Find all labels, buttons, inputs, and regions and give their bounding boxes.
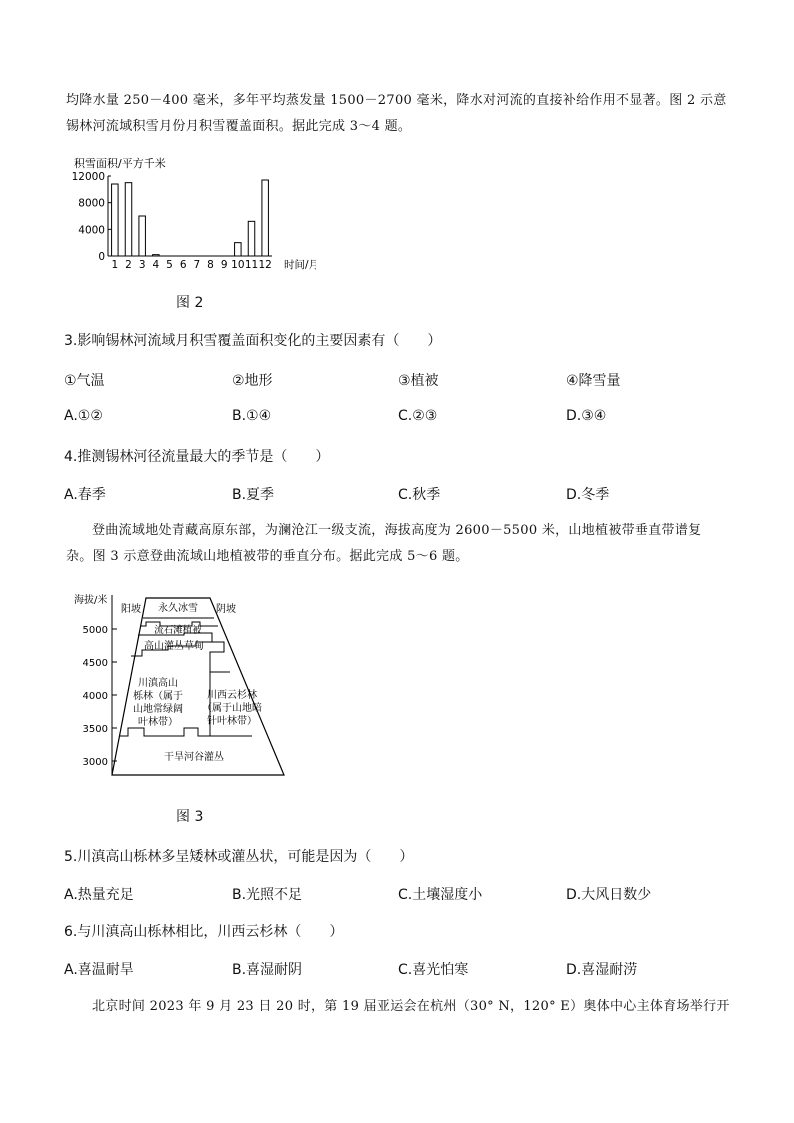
bar-month-11 (248, 221, 255, 256)
bar-month-1 (112, 184, 119, 256)
question-6-stem: 6.与川滇高山栎林相比，川西云杉林（ ） (64, 924, 344, 940)
zone-oak-forest (133, 676, 183, 728)
zone-alpine-shrub-meadow: 高山灌丛草甸 (144, 641, 204, 652)
q5-option-d: D.大风日数少 (566, 887, 652, 903)
chart-x-label: 时间/月 (284, 259, 316, 271)
x-tick-label: 12 (258, 259, 272, 271)
x-tick-label: 11 (244, 259, 259, 271)
question-5-stem: 5.川滇高山栎林多呈矮林或灌丛状，可能是因为（ ） (64, 849, 414, 865)
q3-item-3: ③植被 (398, 373, 439, 389)
ytick-5000: 5000 (82, 625, 108, 636)
y-tick-label: 8000 (78, 197, 105, 210)
y-tick-label: 4000 (78, 224, 105, 237)
figure-2-caption: 图 2 (176, 295, 204, 311)
chart-y-label: 积雪面积/平方千米 (74, 157, 166, 170)
question-4-stem: 4.推测锡林河径流量最大的季节是（ ） (64, 449, 330, 465)
intro-2-line-1: 登曲流域地处青藏高原东部，为澜沧江一级支流，海拔高度为 2600－5500 米，山地植被带垂直带谱复 (92, 523, 702, 538)
q5-option-b: B.光照不足 (232, 887, 303, 903)
q6-option-d: D.喜湿耐涝 (566, 962, 638, 978)
q5-option-c: C.土壤湿度小 (398, 887, 483, 903)
q3-item-4: ④降雪量 (566, 373, 621, 389)
y-tick-label: 12000 (71, 171, 105, 183)
intro-paragraph-2 (66, 518, 730, 570)
q3-option-a: A.①② (64, 408, 103, 424)
y-tick-label: 0 (98, 251, 105, 263)
bar-month-3 (139, 216, 146, 256)
intro-2-line-2: 杂。图 3 示意登曲流域山地植被带的垂直分布。据此完成 5～6 题。 (66, 549, 469, 564)
intro-1-line-1: 均降水量 250－400 毫米，多年平均蒸发量 1500－2700 毫米，降水对河流的直接补给作用不显著。图 2 示意 (66, 93, 727, 108)
zone-spruce-forest (202, 688, 262, 727)
q3-option-c: C.②③ (398, 408, 438, 424)
q4-option-c: C.秋季 (398, 487, 441, 503)
ytick-3500: 3500 (82, 724, 108, 735)
x-tick-label: 7 (193, 259, 201, 271)
shady-slope-label: 阴坡 (216, 604, 236, 615)
x-tick-label: 6 (179, 259, 187, 271)
q4-option-d: D.冬季 (566, 487, 610, 503)
figure-2-chart (66, 150, 316, 278)
ytick-4500: 4500 (82, 658, 108, 669)
sunny-slope-label: 阳坡 (121, 604, 141, 615)
q3-option-b: B.①④ (232, 408, 272, 424)
zone-permanent-ice-snow: 永久冰雪 (158, 603, 198, 614)
intro-1-line-2: 锡林河流域积雪月份月积雪覆盖面积。据此完成 3～4 题。 (66, 119, 412, 134)
question-3-stem: 3.影响锡林河流域月积雪覆盖面积变化的主要因素有（ ） (64, 333, 442, 349)
x-tick-label: 5 (166, 259, 173, 271)
svg-text:栎林（属于: 栎林（属于 (133, 691, 183, 702)
figure-3-caption: 图 3 (176, 809, 204, 825)
ytick-4000: 4000 (82, 691, 108, 702)
svg-text:川西云杉林: 川西云杉林 (207, 690, 257, 701)
q3-option-d: D.③④ (566, 408, 607, 424)
ytick-3000: 3000 (82, 757, 108, 768)
bar-month-10 (235, 243, 242, 256)
svg-text:山地常绿阔: 山地常绿阔 (133, 704, 183, 715)
x-tick-label: 4 (152, 259, 160, 271)
intro-paragraph-3 (66, 994, 730, 1020)
bar-month-4 (153, 255, 160, 256)
bar-month-12 (262, 180, 269, 256)
x-tick-label: 8 (207, 259, 214, 271)
intro-3-line-1: 北京时间 2023 年 9 月 23 日 20 时，第 19 届亚运会在杭州（30° N，120° E）奥体中心主体育场举行开 (92, 999, 730, 1014)
svg-text:川滇高山: 川滇高山 (138, 678, 178, 689)
q4-option-b: B.夏季 (232, 487, 275, 503)
q3-item-2: ②地形 (232, 373, 273, 389)
x-tick-label: 2 (125, 259, 132, 271)
zone-scree-vegetation: 流石滩植被 (154, 625, 202, 636)
zone-dry-valley-shrub: 干旱河谷灌丛 (164, 752, 224, 763)
figure-3-diagram (64, 588, 286, 780)
q5-option-a: A.热量充足 (64, 887, 134, 903)
snow-area-bar-chart (66, 150, 316, 278)
svg-text:针叶林带）: 针叶林带） (207, 716, 257, 727)
x-tick-label: 9 (220, 259, 228, 271)
q6-option-b: B.喜湿耐阴 (232, 962, 303, 978)
bar-month-2 (125, 183, 132, 256)
x-tick-label: 1 (111, 259, 119, 271)
intro-paragraph-1 (66, 88, 730, 140)
x-tick-label: 3 (138, 259, 146, 271)
altitude-axis-label: 海拔/米 (74, 595, 108, 606)
svg-text:叶林带）: 叶林带） (138, 717, 178, 728)
vegetation-zone-diagram (64, 588, 286, 780)
x-tick-label: 10 (231, 259, 245, 271)
svg-text:（属于山地暗: （属于山地暗 (202, 703, 262, 714)
q3-item-1: ①气温 (64, 373, 105, 389)
q4-option-a: A.春季 (64, 487, 106, 503)
q6-option-c: C.喜光怕寒 (398, 962, 469, 978)
q6-option-a: A.喜温耐旱 (64, 962, 134, 978)
